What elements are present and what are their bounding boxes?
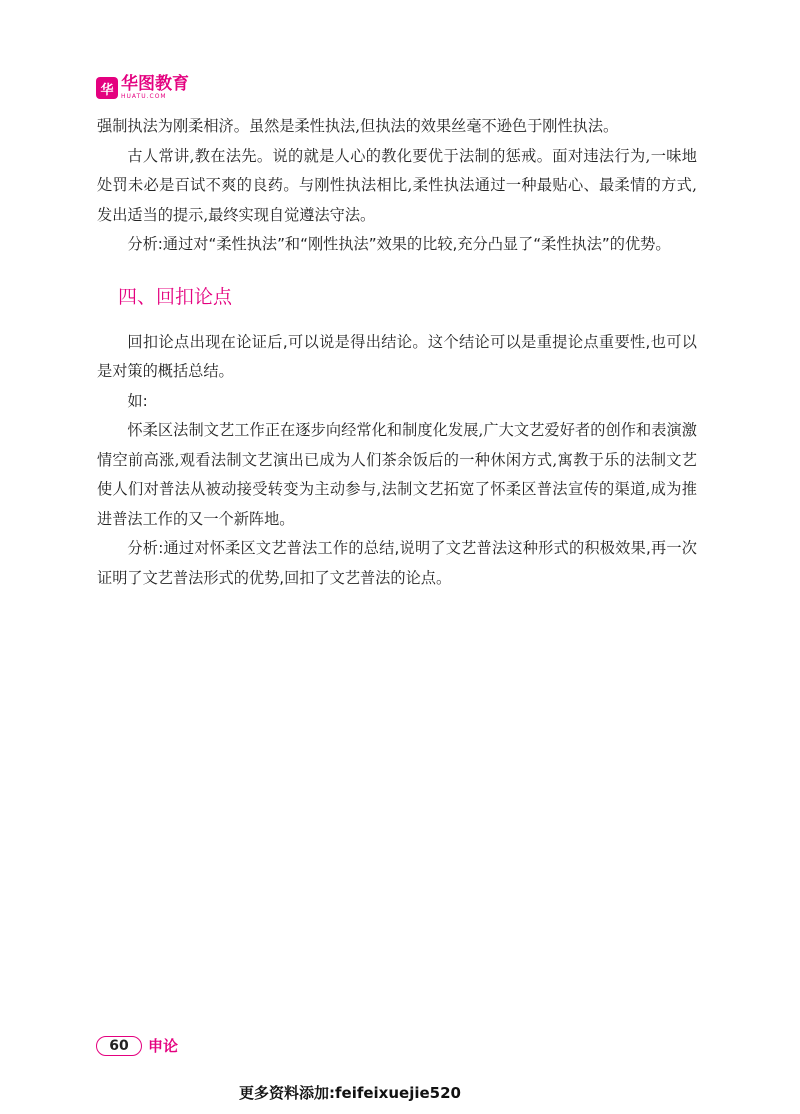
- logo-text: [121, 76, 189, 100]
- section-heading: 四、回扣论点: [118, 285, 233, 308]
- paragraph-4: 回扣论点出现在论证后,可以说是得出结论。这个结论可以是重提论点重要性,也可以是对策的概括总结。: [97, 332, 697, 380]
- logo-english: HUATU.COM: [121, 93, 167, 100]
- page-content: [97, 112, 697, 593]
- logo-mark-icon: 华: [96, 77, 118, 99]
- analysis-2: 分析:通过对怀柔区文艺普法工作的总结,说明了文艺普法这种形式的积极效果,再一次证明了文艺普法形式的优势,回扣了文艺普法的论点。: [97, 539, 697, 587]
- example-label: 如:: [127, 391, 148, 410]
- logo-chinese: 华图教育: [121, 74, 189, 94]
- huatu-logo: [96, 74, 189, 102]
- example-text: 怀柔区法制文艺工作正在逐步向经常化和制度化发展,广大文艺爱好者的创作和表演激情空前高涨,观看法制文艺演出已成为人们茶余饭后的一种休闲方式,寓教于乐的法制文艺使人们对普法从被动接受转变为主动参与,法制文艺拓宽了怀柔区普法宣传的渠道,成为推进普法工作的又一个新阵地。: [97, 421, 697, 528]
- paragraph-2: 古人常讲,教在法先。说的就是人心的教化要优于法制的惩戒。面对违法行为,一味地处罚未必是百试不爽的良药。与刚性执法相比,柔性执法通过一种最贴心、最柔情的方式,发出适当的提示,最终实现自觉遵法守法。: [97, 146, 697, 224]
- book-title: 申论: [148, 1037, 179, 1055]
- paragraph-1: 强制执法为刚柔相济。虽然是柔性执法,但执法的效果丝毫不逊色于刚性执法。: [97, 117, 619, 135]
- page-number: 60: [96, 1036, 142, 1056]
- analysis-1: 分析:通过对“柔性执法”和“刚性执法”效果的比较,充分凸显了“柔性执法”的优势。: [127, 235, 671, 253]
- page-footer: [96, 1035, 178, 1056]
- watermark-text: 更多资料添加:feifeixuejie520: [239, 1084, 461, 1102]
